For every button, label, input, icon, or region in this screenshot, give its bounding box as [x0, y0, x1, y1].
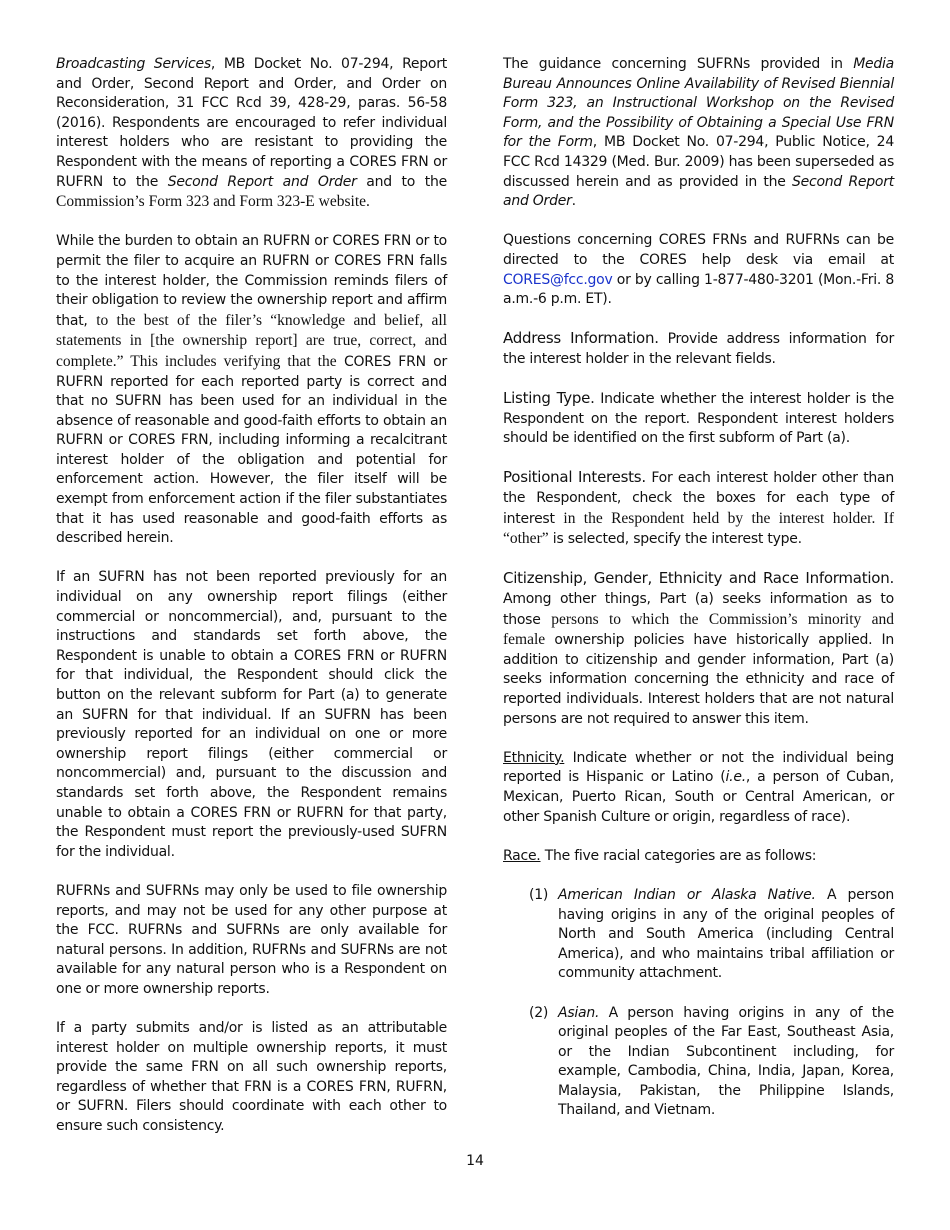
paragraph-text: in the Respondent held by the interest holder. If “other” [503, 509, 894, 548]
paragraph-text: Questions concerning CORES FRNs and RUFRNs can be directed to the CORES help desk via email at [503, 232, 894, 268]
paragraph-text: Provide address information for the interest holder in the relevant fields. [503, 331, 894, 367]
paragraph-citizenship-gender-ethnicity-race [503, 569, 894, 729]
paragraph-address-information [503, 329, 894, 369]
right-column [503, 55, 894, 1141]
paragraph-text: . [571, 193, 576, 210]
paragraph-race [503, 847, 894, 867]
paragraph-text: The five racial categories are as follows: [540, 847, 817, 864]
paragraph-text: The guidance concerning SUFRNs provided in [503, 56, 854, 72]
paragraph-frn-consistency: If a party submits and/or is listed as an attributable interest holder on multiple ownership reports, it must provide the same FRN on all such ownership reports, regardless of whether that FRN is a CORES FRN, RUFRN, or SUFRN. Filers should coordinate with each other to ensure such consistency. [56, 1020, 447, 1135]
paragraph-text: and to the [356, 173, 447, 190]
list-item [503, 1004, 894, 1122]
paragraph-text: , a person of Cuban, Mexican, Puerto Rican, South or Central American, or other Spanish Culture or origin, regardless of race). [503, 769, 895, 825]
section-heading: Citizenship, Gender, Ethnicity and Race Information. [503, 569, 894, 588]
list-item-title: American Indian or Alaska Native. [558, 886, 816, 903]
left-column [56, 55, 447, 1156]
cores-email-link[interactable]: CORES@fcc.gov [503, 271, 613, 288]
paragraph-text: Among other things, Part (a) seeks information as to those [503, 591, 894, 628]
italic-text: i.e. [725, 769, 746, 786]
race-category-list [503, 886, 894, 1121]
paragraph-text: , MB Docket No. 07-294, Public Notice, 24 FCC Rcd 14329 (Med. Bur. 2009) has been superseded as discussed herein and as provided in the [503, 134, 894, 190]
italic-citation: Second Report and Order [503, 173, 894, 210]
paragraph-sufrn-generation: If an SUFRN has not been reported previously for an individual on any ownership report filings (either commercial or noncommercial), and, pursuant to the instructions and standards set forth above, the Respondent is unable to obtain a CORES FRN or RUFRN for that individual, the Respondent should click the button on the relevant subform for Part (a) to generate an SUFRN for that individual. If an SUFRN has been previously reported for an individual on one or more ownership report filings (either commercial or noncommercial) and, pursuant to the discussion and standards set forth above, the Respondent remains unable to obtain a CORES FRN or RUFRN for that party, the Respondent must report the previously-used SUFRN for the individual. [56, 569, 447, 860]
paragraph-help-desk [503, 231, 894, 309]
paragraph-superseded-guidance [503, 55, 894, 212]
paragraph-text: ownership policies have historically applied. In addition to citizenship and gender information, Part (a) seeks information concerning the ethnicity and race of reported individuals. Interest holders that are not natural persons are not required to answer this item. [503, 632, 894, 727]
paragraph-positional-interests [503, 468, 894, 549]
paragraph-listing-type [503, 389, 894, 449]
page-number: 14 [466, 1153, 484, 1169]
subsection-heading: Race. [503, 847, 541, 864]
subsection-heading: Ethnicity. [503, 749, 565, 766]
italic-citation: Media Bureau Announces Online Availability of Revised Biennial Form 323, an Instructional Workshop on the Revised Form, and the Possibility of Obtaining a Special Use FRN for the Form [503, 56, 894, 151]
section-heading: Positional Interests. [503, 468, 646, 487]
paragraph-text: While the burden to obtain an RUFRN or CORES FRN or to permit the filer to acquire an RUFRN or CORES FRN falls to the interest holder, the Commission reminds filers of their obligation to review the ownership report and affirm that, [56, 233, 447, 329]
italic-citation: Broadcasting Services [56, 56, 211, 72]
list-number: (2) [529, 1004, 549, 1021]
paragraph-text: CORES FRN or RUFRN reported for each reported party is correct and that no SUFRN has been used for an individual in the absence of reasonable and good-faith efforts to obtain an RUFRN or CORES FRN, including informing a recalcitrant interest holder of the obligation and potential for enforcement action. However, the filer itself will be exempt from enforcement action if the filer substantiates that it has used reasonable and good-faith efforts as described herein. [56, 353, 447, 547]
list-item-title: Asian. [558, 1004, 600, 1021]
list-number: (1) [529, 886, 549, 903]
italic-citation: Second Report and Order [167, 173, 357, 190]
paragraph-text: or by calling 1-877-480-3201 (Mon.-Fri. 8 a.m.-6 p.m. ET). [503, 271, 894, 308]
section-heading: Listing Type. [503, 389, 595, 408]
paragraph-text: is selected, specify the interest type. [548, 531, 802, 548]
list-item-text: A person having origins in any of the original peoples of North and South America (including Central America), and who maintains tribal affiliation or community attachment. [558, 886, 895, 982]
paragraph-ethnicity [503, 749, 894, 827]
list-item-text: A person having origins in any of the original peoples of the Far East, Southeast Asia, or the Indian Subcontinent including, for example, Cambodia, China, India, Japan, Korea, Malaysia, Pakistan, the Philippine Islands, Thailand, and Vietnam. [558, 1004, 894, 1119]
paragraph-burden [56, 232, 447, 549]
paragraph-frn-usage: RUFRNs and SUFRNs may only be used to file ownership reports, and may not be used for any other purpose at the FCC. RUFRNs and SUFRNs are only available for natural persons. In addition, RUFRNs and SUFRNs are not available for any natural person who is a Respondent on one or more ownership reports. [56, 882, 447, 997]
section-heading: Address Information. [503, 329, 659, 348]
paragraph-text: persons to which the Commission’s minority and female [503, 610, 894, 649]
paragraph-citation-continuation [56, 55, 447, 213]
paragraph-text: For each interest holder other than the Respondent, check the boxes for each type of interest [503, 470, 895, 527]
paragraph-text: Commission’s Form 323 and Form 323-E website. [56, 193, 370, 211]
list-item [503, 886, 894, 984]
paragraph-text: , MB Docket No. 07-294, Report and Order, Second Report and Order, and Order on Reconsideration, 31 FCC Rcd 39, 428-29, paras. 56-58 (2016). Respondents are encouraged to refer individual interest holders who are resistant to providing the Respondent with the means of reporting a CORES FRN or RUFRN to the [56, 56, 447, 190]
paragraph-text: Indicate whether the interest holder is the Respondent on the report. Respondent interest holders should be identified on the first subform of Part (a). [503, 391, 895, 447]
paragraph-text: Indicate whether or not the individual being reported is Hispanic or Latino ( [503, 749, 894, 786]
paragraph-text: to the best of the filer’s “knowledge and belief, all statements in [the ownership report] are true, correct, and complete.” This includes verifying that the [56, 311, 447, 370]
